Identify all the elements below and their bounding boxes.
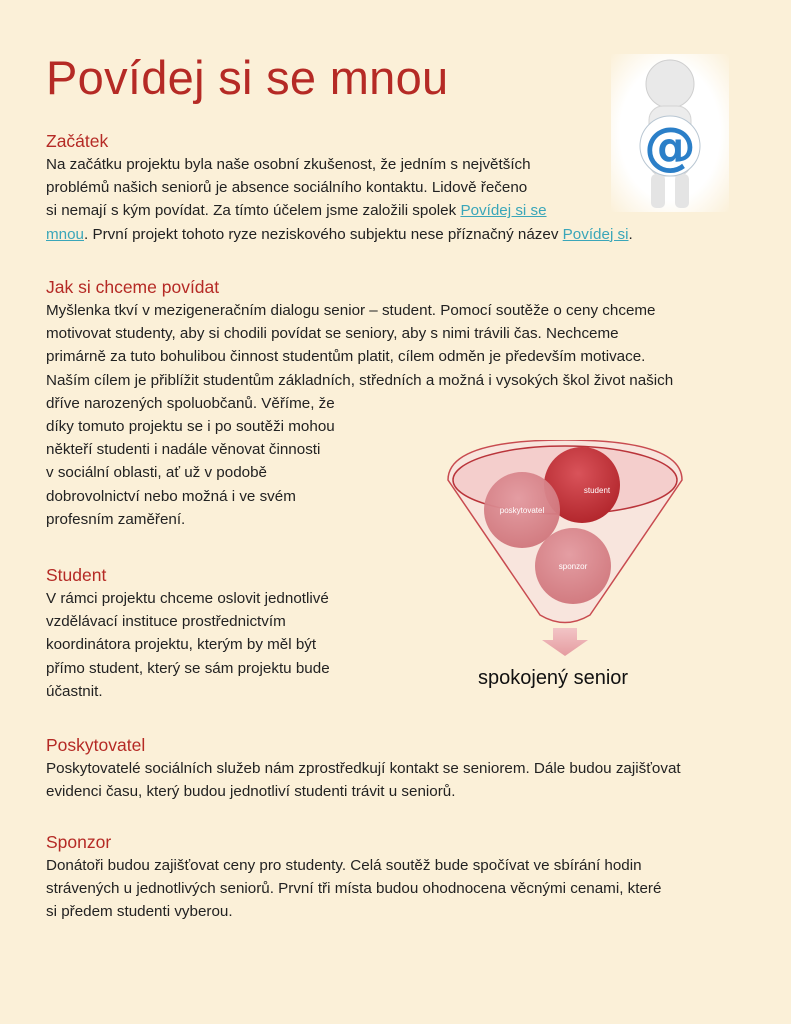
text-line: strávených u jednotlivých seniorů. První tři místa budou ohodnocena věcnými cenami, které — [46, 880, 662, 898]
link-povidej-si-se-mnou-cont[interactable]: mnou — [46, 225, 84, 243]
poskytovatel-label: poskytovatel — [499, 506, 545, 515]
text-line: Donátoři budou zajišťovat ceny pro studenty. Celá soutěž bude spočívat ve sbírání hodin — [46, 857, 642, 874]
heading-zacatek: Začátek — [46, 131, 109, 151]
text-line: v sociální oblasti, ať už v podobě — [46, 464, 267, 482]
text-line: Poskytovatelé sociálních služeb nám zprostředkují kontakt se seniorem. Dále budou zajišťovat — [46, 760, 681, 777]
heading-student: Student — [46, 565, 107, 585]
text-line: motivovat studenty, aby si chodili povídat se seniory, aby s nimi trávili čas. Nechceme — [46, 325, 619, 343]
text-line: Myšlenka tkví v mezigeneračním dialogu senior – student. Pomocí soutěže o ceny chceme — [46, 302, 656, 319]
text-line: profesním zaměření. — [46, 510, 186, 528]
text-line: dobrovolnictví nebo možná i ve svém — [46, 487, 296, 505]
heading-jak: Jak si chceme povídat — [46, 277, 220, 297]
student-label: student — [583, 486, 611, 495]
down-arrow-icon — [542, 628, 588, 656]
link-povidej-si-se-mnou[interactable]: Povídej si se — [460, 202, 547, 220]
text-line: Naším cílem je přiblížit studentům základních, středních a možná i vysokých škol život našich — [46, 371, 674, 389]
text-line: koordinátora projektu, kterým by měl být — [46, 636, 317, 654]
page-title: Povídej si se mnou — [46, 51, 449, 104]
text-line: si předem studenti vyberou. — [46, 903, 233, 921]
link-povidej-si[interactable]: Povídej si — [562, 225, 629, 243]
funnel-diagram — [440, 440, 700, 700]
heading-poskytovatel: Poskytovatel — [46, 735, 146, 755]
paragraph-student — [46, 587, 330, 703]
funnel-graphic — [440, 440, 700, 700]
text-line: primárně za tuto bohulibou činnost studentům platit, cílem odměn je především motivace. — [46, 348, 646, 366]
text-line: V rámci projektu chceme oslovit jednotlivé — [46, 590, 329, 607]
paragraph-zacatek — [46, 153, 633, 246]
text-line: účastnit. — [46, 682, 103, 700]
heading-sponzor: Sponzor — [46, 832, 112, 852]
text-line: si nemají s kým povídat. Za tímto účelem jsme založili spolek — [46, 202, 461, 220]
text-line: díky tomuto projektu se i po soutěži mohou — [46, 418, 335, 436]
text-line: Na začátku projektu byla naše osobní zkušenost, že jedním s největších — [46, 156, 531, 173]
text-line: evidenci času, který budou jednotliví studenti trávit u seniorů. — [46, 783, 456, 801]
diagram-result-label: spokojený senior — [478, 667, 629, 689]
text-line: . První projekt tohoto ryze neziskového subjektu nese příznačný název — [84, 225, 563, 243]
svg-text:@: @ — [644, 117, 696, 177]
text-line: . — [628, 225, 633, 243]
text-line: vzdělávací instituce prostřednictvím — [46, 613, 286, 631]
text-line: dříve narozených spoluobčanů. Věříme, že — [46, 394, 335, 412]
text-line: někteří studenti i nadále věnovat činnosti — [46, 441, 321, 459]
paragraph-poskytovatel — [46, 757, 681, 803]
text-line: problémů našich seniorů je absence sociálního kontaktu. Lidově řečeno — [46, 179, 528, 197]
paragraph-sponzor — [46, 854, 661, 924]
text-line: přímo student, který se sám projektu bude — [46, 659, 330, 677]
sponzor-label: sponzor — [558, 562, 588, 571]
